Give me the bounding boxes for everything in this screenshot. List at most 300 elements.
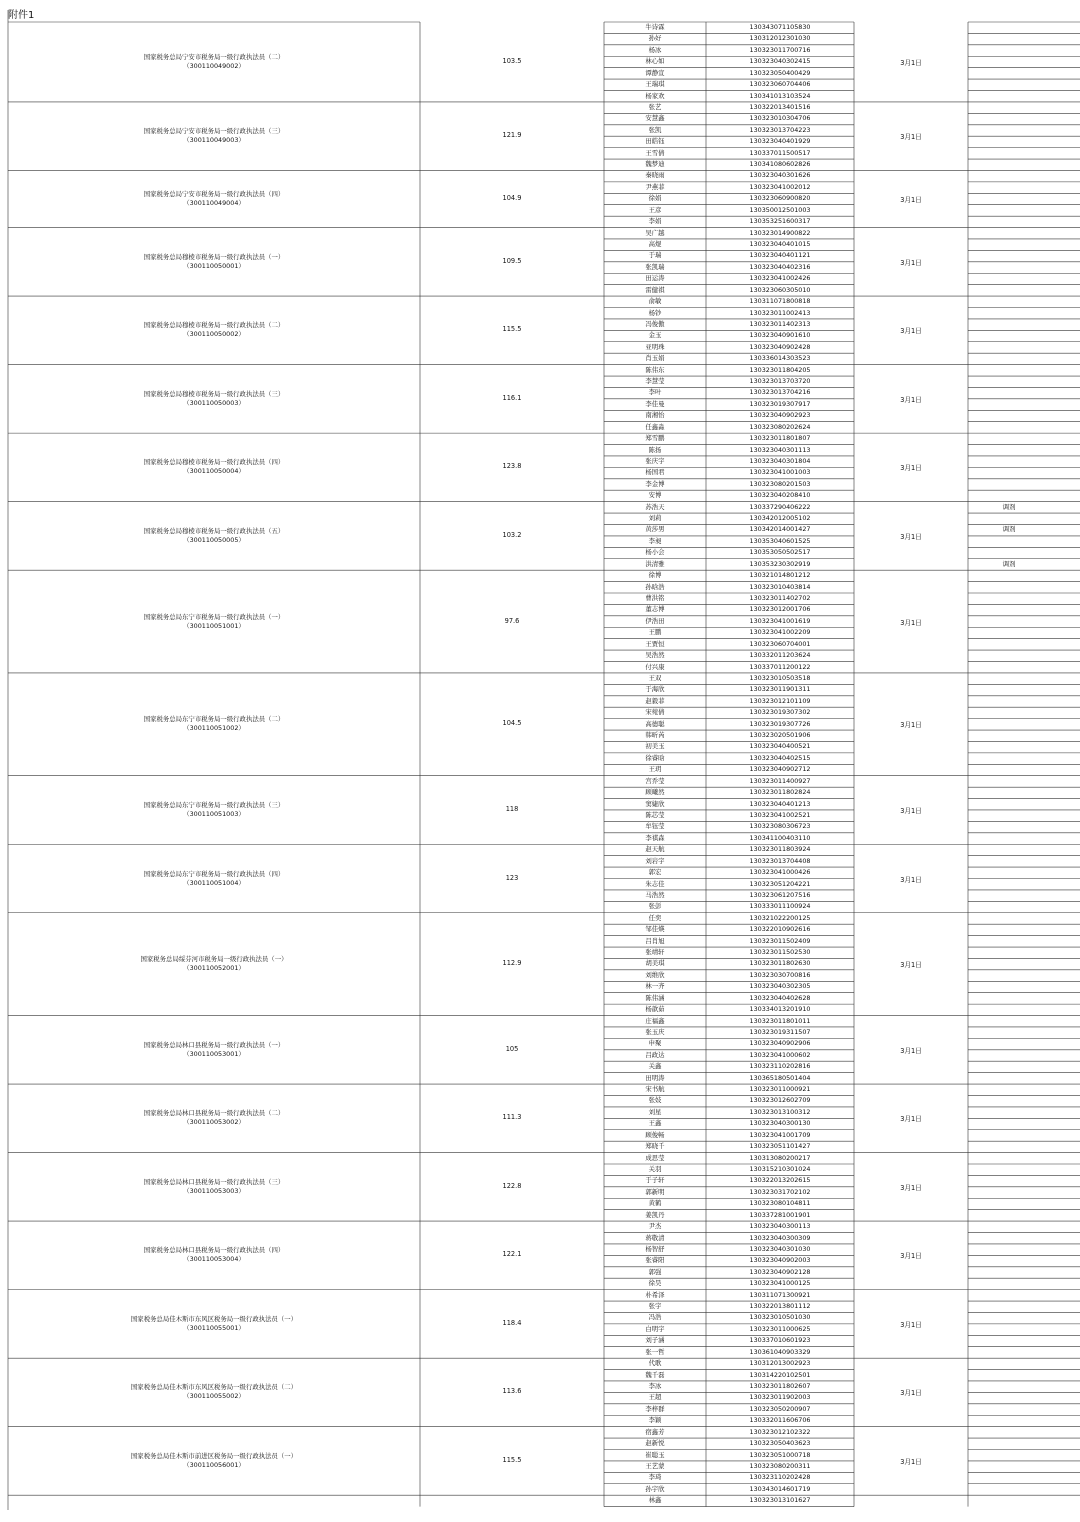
candidate-id: 130323040401929 xyxy=(749,137,811,146)
candidate-id: 130323011402313 xyxy=(749,319,811,328)
candidate-name: 赵天航 xyxy=(645,845,665,854)
candidate-id: 130311071800818 xyxy=(749,297,811,306)
candidate-name: 俞敏 xyxy=(648,297,662,306)
candidate-id: 130322013801112 xyxy=(749,1302,811,1311)
candidate-id: 130323011400927 xyxy=(749,776,811,785)
candidate-id: 130323011901311 xyxy=(749,685,811,694)
candidate-id: 130353050502517 xyxy=(749,548,811,557)
candidate-id: 130323040300309 xyxy=(749,1233,811,1242)
candidate-name: 秦晓雨 xyxy=(645,171,665,180)
min-score: 122.1 xyxy=(502,1250,522,1259)
candidate-id: 130365180501404 xyxy=(749,1073,811,1082)
candidate-name: 庄福鑫 xyxy=(645,1016,665,1025)
candidate-name: 高德聪 xyxy=(645,719,665,728)
candidate-id: 130323040301030 xyxy=(749,1244,811,1253)
candidate-name: 邹佳煐 xyxy=(645,925,665,934)
candidate-id: 130323041002426 xyxy=(749,274,811,283)
candidate-name: 郭强 xyxy=(648,1267,662,1276)
candidate-name: 张妓 xyxy=(648,1096,662,1105)
candidate-id: 130323040902128 xyxy=(749,1267,811,1276)
candidate-name: 安慧鑫 xyxy=(645,114,665,123)
candidate-id: 130342014001427 xyxy=(749,525,811,534)
candidate-name: 张凯 xyxy=(648,125,662,134)
candidate-name: 王双 xyxy=(648,673,662,682)
candidate-id: 130322013401516 xyxy=(749,102,811,111)
candidate-id: 130353040601525 xyxy=(749,536,811,545)
candidate-id: 130323041001619 xyxy=(749,616,811,625)
candidate-id: 130312013002923 xyxy=(749,1359,811,1368)
candidate-name: 关羽 xyxy=(648,1165,662,1173)
candidate-name: 于子轩 xyxy=(645,1176,665,1185)
min-score: 113.6 xyxy=(502,1387,522,1396)
interview-date: 3月1日 xyxy=(900,464,922,473)
candidate-id: 130353251600317 xyxy=(749,217,811,226)
candidate-id: 130323040300113 xyxy=(749,1222,811,1231)
candidate-name: 郑晓千 xyxy=(645,1142,665,1151)
candidate-id: 130323019311507 xyxy=(749,1027,811,1036)
min-score: 123 xyxy=(505,873,519,882)
adjust-note: 调剂 xyxy=(1002,525,1016,534)
candidate-name: 孙宇欣 xyxy=(645,1484,665,1493)
candidate-name: 张彭 xyxy=(648,902,662,911)
candidate-name: 刘维欣 xyxy=(645,970,665,979)
candidate-id: 130323011801807 xyxy=(749,434,811,443)
min-score: 104.5 xyxy=(502,719,522,728)
candidate-name: 王超 xyxy=(648,1393,662,1402)
position-title xyxy=(8,527,420,545)
position-code: （300110049002） xyxy=(183,61,245,70)
candidate-name: 林一齐 xyxy=(645,982,665,991)
candidate-name: 代歌 xyxy=(648,1359,662,1368)
interview-date: 3月1日 xyxy=(900,1115,922,1124)
candidate-id: 130337011200122 xyxy=(749,662,811,671)
candidate-name: 牟钰莹 xyxy=(645,822,665,831)
candidate-name: 陈扬 xyxy=(648,445,662,454)
candidate-id: 130323041002521 xyxy=(749,810,811,819)
position-name: 国家税务总局穆棱市税务局一级行政执法员（二） xyxy=(143,321,285,330)
candidate-name: 林心如 xyxy=(645,57,665,66)
min-score: 104.9 xyxy=(502,194,522,202)
position-name: 国家税务总局宁安市税务局一级行政执法员（四） xyxy=(143,190,285,198)
candidate-id: 130323011000625 xyxy=(749,1324,811,1333)
position-code: （300110052001） xyxy=(183,964,245,973)
candidate-id: 130323040402628 xyxy=(749,993,811,1002)
candidate-id: 130323041001003 xyxy=(749,468,811,477)
candidate-name: 王贾恒 xyxy=(645,639,665,648)
candidate-name: 王雪倩 xyxy=(645,148,665,157)
candidate-id: 130323010304706 xyxy=(749,114,811,123)
candidate-name: 陈伟东 xyxy=(645,365,665,374)
candidate-name: 李琦 xyxy=(648,1473,662,1482)
candidate-name: 马浩然 xyxy=(645,890,665,899)
candidate-name: 杨歆茹 xyxy=(645,1005,665,1014)
candidate-id: 130334013201910 xyxy=(749,1005,811,1014)
candidate-name: 宫乔莹 xyxy=(645,776,665,785)
position-name: 国家税务总局佳木斯市东风区税务局一级行政执法员（一） xyxy=(130,1314,298,1323)
candidate-name: 王玥 xyxy=(648,765,662,774)
min-score: 109.5 xyxy=(502,256,522,265)
candidate-name: 顾曦然 xyxy=(645,788,665,797)
page-title: 附件1 xyxy=(8,10,35,21)
interview-date: 3月1日 xyxy=(900,1046,922,1055)
candidate-name: 黄鹤 xyxy=(648,1199,662,1208)
position-code: （300110051001） xyxy=(183,621,245,630)
candidate-name: 孙晗浩 xyxy=(645,582,665,591)
interview-date: 3月1日 xyxy=(900,1389,922,1398)
candidate-id: 130323011803924 xyxy=(749,845,811,854)
candidate-id: 130323040902428 xyxy=(749,342,811,351)
candidate-name: 亚明珠 xyxy=(645,342,665,351)
candidate-id: 130323013101627 xyxy=(749,1496,811,1505)
candidate-name: 陈芯莹 xyxy=(645,810,665,819)
candidate-name: 刘星 xyxy=(648,1107,662,1116)
candidate-name: 洪清雅 xyxy=(645,559,665,568)
min-score: 115.5 xyxy=(502,1455,522,1464)
candidate-id: 130323010403814 xyxy=(749,582,811,591)
candidate-name: 孙好 xyxy=(648,34,662,43)
interview-date: 3月1日 xyxy=(900,1183,922,1192)
position-title xyxy=(8,801,420,819)
candidate-id: 130323051204221 xyxy=(749,879,811,888)
position-code: （300110056001） xyxy=(183,1460,245,1469)
position-title xyxy=(8,253,420,271)
candidate-name: 刘子涵 xyxy=(645,1336,665,1345)
candidate-name: 张睿阳 xyxy=(645,1256,665,1265)
candidate-name: 李佳曼 xyxy=(645,399,665,408)
candidate-name: 张一哲 xyxy=(645,1347,665,1356)
candidate-name: 顾俊畅 xyxy=(645,1130,665,1139)
candidate-name: 冯浩 xyxy=(648,1313,662,1322)
candidate-id: 130323012102322 xyxy=(749,1427,811,1436)
position-title xyxy=(8,321,420,339)
candidate-id: 130323060704001 xyxy=(749,639,811,648)
position-code: （300110050003） xyxy=(183,398,245,407)
candidate-name: 王瑞琪 xyxy=(645,80,665,89)
candidate-name: 林鑫 xyxy=(648,1496,662,1505)
candidate-name: 胡美琪 xyxy=(645,959,665,968)
candidate-name: 高煜 xyxy=(648,239,662,248)
interview-date: 3月1日 xyxy=(900,532,922,541)
candidate-id: 130323040400521 xyxy=(749,742,811,751)
candidate-id: 130323012602709 xyxy=(749,1096,811,1105)
candidate-id: 130323080202624 xyxy=(749,422,811,431)
position-title xyxy=(8,190,420,208)
position-title xyxy=(8,1383,420,1401)
position-name: 国家税务总局穆棱市税务局一级行政执法员（四） xyxy=(143,458,285,467)
candidate-id: 130323040901610 xyxy=(749,331,811,340)
candidate-id: 130323012101109 xyxy=(749,696,811,705)
position-code: （300110050002） xyxy=(183,330,245,339)
min-score: 116.1 xyxy=(502,393,522,402)
position-title xyxy=(8,1452,420,1470)
candidate-name: 王艺蒙 xyxy=(645,1461,665,1470)
candidate-id: 130323041002012 xyxy=(749,182,811,191)
candidate-id: 130323060704406 xyxy=(749,80,811,89)
candidate-name: 曹洪铭 xyxy=(645,594,665,602)
interview-date: 3月1日 xyxy=(900,875,922,884)
candidate-id: 130323060305010 xyxy=(749,285,811,294)
candidate-name: 南湘怡 xyxy=(645,411,665,420)
min-score: 122.8 xyxy=(502,1181,522,1190)
candidate-id: 130322013202615 xyxy=(749,1176,811,1185)
candidate-name: 朴希泽 xyxy=(645,1290,665,1299)
candidate-id: 130323060900820 xyxy=(749,194,811,203)
candidate-id: 130323030700816 xyxy=(749,970,811,979)
candidate-id: 130323040208410 xyxy=(749,491,811,500)
candidate-name: 窦婕欣 xyxy=(645,799,665,808)
candidate-id: 130323040902923 xyxy=(749,411,811,420)
candidate-name: 李慧莹 xyxy=(645,377,665,386)
candidate-id: 130323041000602 xyxy=(749,1050,811,1059)
position-name: 国家税务总局东宁市税务局一级行政执法员（一） xyxy=(143,612,285,621)
candidate-name: 伊浩田 xyxy=(645,616,665,625)
min-score: 118 xyxy=(505,804,519,813)
candidate-id: 130321022200125 xyxy=(749,913,811,922)
candidate-id: 130323040302305 xyxy=(749,982,811,991)
position-code: （300110053002） xyxy=(183,1118,245,1127)
candidate-id: 130323110202816 xyxy=(749,1062,811,1071)
candidate-id: 130323014900822 xyxy=(749,228,811,237)
candidate-name: 杨小会 xyxy=(645,548,665,557)
candidate-id: 130323011000921 xyxy=(749,1085,811,1094)
interview-date: 3月1日 xyxy=(900,1457,922,1466)
interview-date: 3月1日 xyxy=(900,327,922,336)
candidate-id: 130350012501003 xyxy=(749,205,811,214)
candidate-id: 130323050200907 xyxy=(749,1404,811,1413)
candidate-id: 130323080201503 xyxy=(749,479,811,488)
candidate-id: 130332011203624 xyxy=(749,651,811,660)
position-code: （300110049003） xyxy=(183,136,245,145)
candidate-name: 韩昕芮 xyxy=(645,731,665,740)
position-title xyxy=(8,127,420,145)
candidate-id: 130361040903329 xyxy=(749,1347,811,1356)
min-score: 121.9 xyxy=(502,131,522,140)
position-title xyxy=(8,1315,420,1333)
candidate-name: 吴浩然 xyxy=(645,651,665,660)
candidate-name: 田皓钰 xyxy=(645,137,665,146)
candidate-name: 杨冰 xyxy=(648,45,662,54)
position-title xyxy=(8,1246,420,1264)
candidate-id: 130314220102501 xyxy=(749,1370,811,1379)
position-title xyxy=(8,715,420,733)
candidate-id: 130337290406222 xyxy=(749,502,811,511)
candidate-name: 郭新明 xyxy=(645,1187,665,1196)
candidate-id: 130343014601719 xyxy=(749,1484,811,1493)
candidate-id: 130323013703720 xyxy=(749,377,811,386)
candidate-name: 李金博 xyxy=(645,479,665,488)
candidate-name: 杨国君 xyxy=(645,468,665,477)
candidate-id: 130323011402702 xyxy=(749,594,811,602)
candidate-name: 张庆宇 xyxy=(645,456,665,465)
candidate-id: 130336014303523 xyxy=(749,354,811,363)
candidate-id: 130323080306723 xyxy=(749,822,811,831)
candidate-name: 李祺森 xyxy=(645,833,665,842)
candidate-id: 130323061207516 xyxy=(749,890,811,899)
candidate-name: 王彦 xyxy=(648,205,662,214)
candidate-name: 赵新悦 xyxy=(645,1439,665,1448)
position-title xyxy=(8,458,420,476)
candidate-name: 张靖轩 xyxy=(645,948,665,957)
candidate-name: 赵毅菲 xyxy=(645,696,665,705)
candidate-name: 杨钞 xyxy=(648,308,662,317)
candidate-id: 130341013103524 xyxy=(749,91,811,100)
candidate-id: 130323011700716 xyxy=(749,45,811,54)
candidate-name: 刘莉 xyxy=(648,514,662,523)
candidate-id: 130341080602826 xyxy=(749,160,811,169)
candidate-id: 130323080104811 xyxy=(749,1199,811,1208)
candidate-name: 杨家欢 xyxy=(645,91,665,100)
min-score: 103.2 xyxy=(502,530,522,539)
candidate-name: 金玉 xyxy=(648,331,662,340)
min-score: 105 xyxy=(505,1044,519,1053)
min-score: 112.9 xyxy=(502,959,522,968)
interview-date: 3月1日 xyxy=(900,721,922,730)
candidate-id: 130323031702102 xyxy=(749,1187,811,1196)
candidate-name: 宿鑫芳 xyxy=(645,1427,665,1436)
position-code: （300110053003） xyxy=(183,1186,245,1195)
candidate-name: 王鹏 xyxy=(648,628,662,637)
candidate-name: 于海欣 xyxy=(645,685,665,694)
position-name: 国家税务总局东宁市税务局一级行政执法员（二） xyxy=(143,715,285,724)
candidate-id: 130323040301113 xyxy=(749,445,811,454)
min-score: 118.4 xyxy=(502,1318,522,1327)
position-code: （300110053001） xyxy=(183,1049,245,1058)
candidate-id: 130323040902712 xyxy=(749,765,811,774)
candidate-name: 关鑫 xyxy=(648,1062,662,1071)
candidate-name: 刘岩宇 xyxy=(645,856,665,865)
candidate-name: 冯俊傲 xyxy=(645,319,665,328)
candidate-name: 李叶 xyxy=(648,388,662,397)
candidate-id: 130333011100924 xyxy=(749,902,811,911)
candidate-id: 130323012001706 xyxy=(749,605,811,614)
min-score: 111.3 xyxy=(502,1113,522,1122)
candidate-id: 130323040402316 xyxy=(749,262,811,271)
position-name: 国家税务总局穆棱市税务局一级行政执法员（一） xyxy=(143,252,285,261)
position-name: 国家税务总局穆棱市税务局一级行政执法员（三） xyxy=(143,389,285,398)
candidate-name: 徐睿晗 xyxy=(645,753,665,762)
interview-date: 3月1日 xyxy=(900,58,922,67)
candidate-id: 130323019307917 xyxy=(749,399,811,408)
candidate-id: 130315210301024 xyxy=(749,1165,811,1173)
candidate-id: 130323041002209 xyxy=(749,628,811,637)
candidate-name: 魏梦迪 xyxy=(645,160,665,169)
candidate-name: 任鑫淼 xyxy=(645,422,665,431)
candidate-id: 130323010501030 xyxy=(749,1313,811,1322)
adjust-note: 调剂 xyxy=(1002,559,1016,568)
candidate-id: 130337010601923 xyxy=(749,1336,811,1345)
candidate-id: 130323011502409 xyxy=(749,936,811,945)
candidate-name: 吕肖旭 xyxy=(645,936,665,945)
position-code: （300110050005） xyxy=(183,535,245,544)
candidate-id: 130323040402515 xyxy=(749,753,811,762)
position-title xyxy=(8,53,420,71)
candidate-name: 郭宏 xyxy=(648,868,662,877)
candidate-id: 130323051000718 xyxy=(749,1450,811,1459)
min-score: 123.8 xyxy=(502,462,522,471)
candidate-name: 蒋敬清 xyxy=(645,1233,665,1242)
position-title xyxy=(8,1178,420,1196)
candidate-id: 130323051101427 xyxy=(749,1142,811,1151)
candidate-id: 130323040902906 xyxy=(749,1039,811,1048)
candidate-id: 130322010902616 xyxy=(749,925,811,934)
candidate-name: 谭静宣 xyxy=(645,68,665,77)
position-name: 国家税务总局绥芬河市税务局一级行政执法员（一） xyxy=(140,955,288,964)
candidate-id: 130323041000426 xyxy=(749,868,811,877)
candidate-id: 130323013704223 xyxy=(749,125,811,134)
interview-date: 3月1日 xyxy=(900,806,922,815)
candidate-id: 130323011902003 xyxy=(749,1393,811,1402)
candidate-name: 杨智舒 xyxy=(645,1244,665,1253)
candidate-name: 尹杰 xyxy=(648,1222,662,1231)
candidate-id: 130323110202428 xyxy=(749,1473,811,1482)
candidate-name: 姜凯丹 xyxy=(645,1210,665,1219)
position-title xyxy=(8,955,420,973)
candidate-name: 徐昊 xyxy=(648,1279,662,1288)
candidate-name: 申聚 xyxy=(648,1039,662,1048)
candidate-id: 130323011802630 xyxy=(749,959,811,968)
candidate-id: 130337011500517 xyxy=(749,148,811,157)
candidate-id: 130323050403623 xyxy=(749,1439,811,1448)
candidate-id: 130323019307726 xyxy=(749,719,811,728)
interview-date: 3月1日 xyxy=(900,961,922,970)
candidate-name: 崔聪玉 xyxy=(645,1450,665,1459)
position-name: 国家税务总局东宁市税务局一级行政执法员（三） xyxy=(143,800,285,809)
candidate-id: 130323019307302 xyxy=(749,708,811,717)
candidate-name: 白明宇 xyxy=(645,1324,665,1333)
candidate-name: 李昶 xyxy=(648,536,662,545)
position-name: 国家税务总局林口县税务局一级行政执法员（二） xyxy=(143,1109,285,1118)
position-name: 国家税务总局宁安市税务局一级行政执法员（二） xyxy=(143,52,285,61)
candidate-id: 130323040401213 xyxy=(749,799,811,808)
candidate-name: 徐博 xyxy=(648,571,662,580)
position-name: 国家税务总局林口县税务局一级行政执法员（三） xyxy=(143,1177,285,1186)
candidate-id: 130321014801212 xyxy=(749,571,811,580)
candidate-id: 130323011002413 xyxy=(749,308,811,317)
position-code: （300110050001） xyxy=(183,261,245,270)
candidate-name: 田明涛 xyxy=(645,1073,665,1082)
candidate-id: 130323040301626 xyxy=(749,171,811,180)
candidate-name: 黄莎男 xyxy=(645,525,665,534)
position-title xyxy=(8,1041,420,1059)
candidate-name: 张宇 xyxy=(648,1302,662,1311)
candidate-name: 宋菀倩 xyxy=(645,708,665,717)
candidate-name: 宋书航 xyxy=(645,1085,665,1094)
candidate-name: 苏浩天 xyxy=(645,502,665,511)
candidate-id: 130332011606706 xyxy=(749,1416,811,1425)
position-name: 国家税务总局宁安市税务局一级行政执法员（三） xyxy=(143,127,285,136)
candidate-name: 尹燕菲 xyxy=(645,182,665,191)
candidate-id: 130323011801011 xyxy=(749,1016,811,1025)
position-code: （300110055001） xyxy=(183,1323,245,1332)
candidate-name: 吕政达 xyxy=(645,1050,665,1059)
candidate-id: 130323013100312 xyxy=(749,1107,811,1116)
interview-date: 3月1日 xyxy=(900,618,922,627)
candidate-name: 任奕 xyxy=(648,913,662,922)
position-title xyxy=(8,613,420,631)
position-title xyxy=(8,1109,420,1127)
adjust-note: 调剂 xyxy=(1002,502,1016,511)
candidate-id: 130323041000125 xyxy=(749,1279,811,1288)
candidate-name: 董志博 xyxy=(645,605,665,614)
candidate-id: 130312012301030 xyxy=(749,34,811,43)
candidate-id: 130323020501906 xyxy=(749,731,811,740)
candidate-name: 王鑫 xyxy=(648,1119,662,1128)
candidate-id: 130323011804205 xyxy=(749,365,811,374)
candidate-id: 130337281001901 xyxy=(749,1210,811,1219)
min-score: 97.6 xyxy=(504,616,520,625)
candidate-id: 130323040300130 xyxy=(749,1119,811,1128)
position-name: 国家税务总局佳木斯市前进区税务局一级行政执法员（一） xyxy=(130,1451,298,1460)
